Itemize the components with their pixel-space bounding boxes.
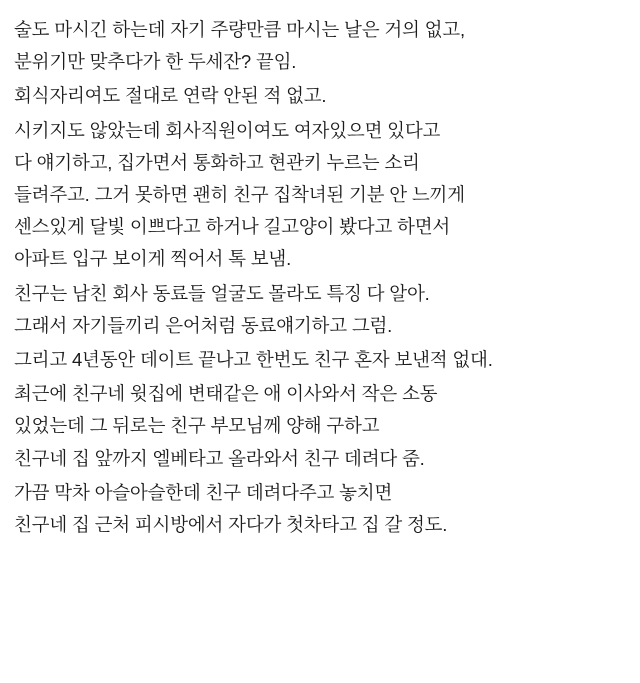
text-line: 최근에 친구네 윗집에 변태같은 애 이사와서 작은 소동 [14,383,438,405]
text-line: 가끔 막차 아슬아슬한데 친구 데려다주고 놓치면 [14,481,393,503]
text-line: 친구네 집 근처 피시방에서 자다가 첫차타고 집 갈 정도. [14,514,448,536]
text-line: 그래서 자기들끼리 은어처럼 동료얘기하고 그럼. [14,314,393,336]
text-line: 있었는데 그 뒤로는 친구 부모님께 양해 구하고 [14,415,380,437]
text-line: 센스있게 달빛 이쁘다고 하거나 길고양이 봤다고 하면서 [14,216,451,238]
text-line: 그리고 4년동안 데이트 끝나고 한번도 친구 혼자 보낸적 없대. [14,349,493,371]
text-line: 친구네 집 앞까지 엘베타고 올라와서 친구 데려다 줌. [14,447,425,469]
text-line: 회식자리여도 절대로 연락 안된 적 없고. [14,85,327,107]
text-line: 분위기만 맞추다가 한 두세잔? 끝임. [14,51,297,73]
text-line: 다 얘기하고, 집가면서 통화하고 현관키 누르는 소리 [14,151,420,173]
text-line: 들려주고. 그거 못하면 괜히 친구 집착녀된 기분 안 느끼게 [14,184,465,206]
text-line: 시키지도 않았는데 회사직원이여도 여자있으면 있다고 [14,119,441,141]
text-line: 술도 마시긴 하는데 자기 주량만큼 마시는 날은 거의 없고, [14,19,465,40]
text-line: 아파트 입구 보이게 찍어서 톡 보냄. [14,248,292,270]
text-line: 친구는 남친 회사 동료들 얼굴도 몰라도 특징 다 알아. [14,282,430,304]
